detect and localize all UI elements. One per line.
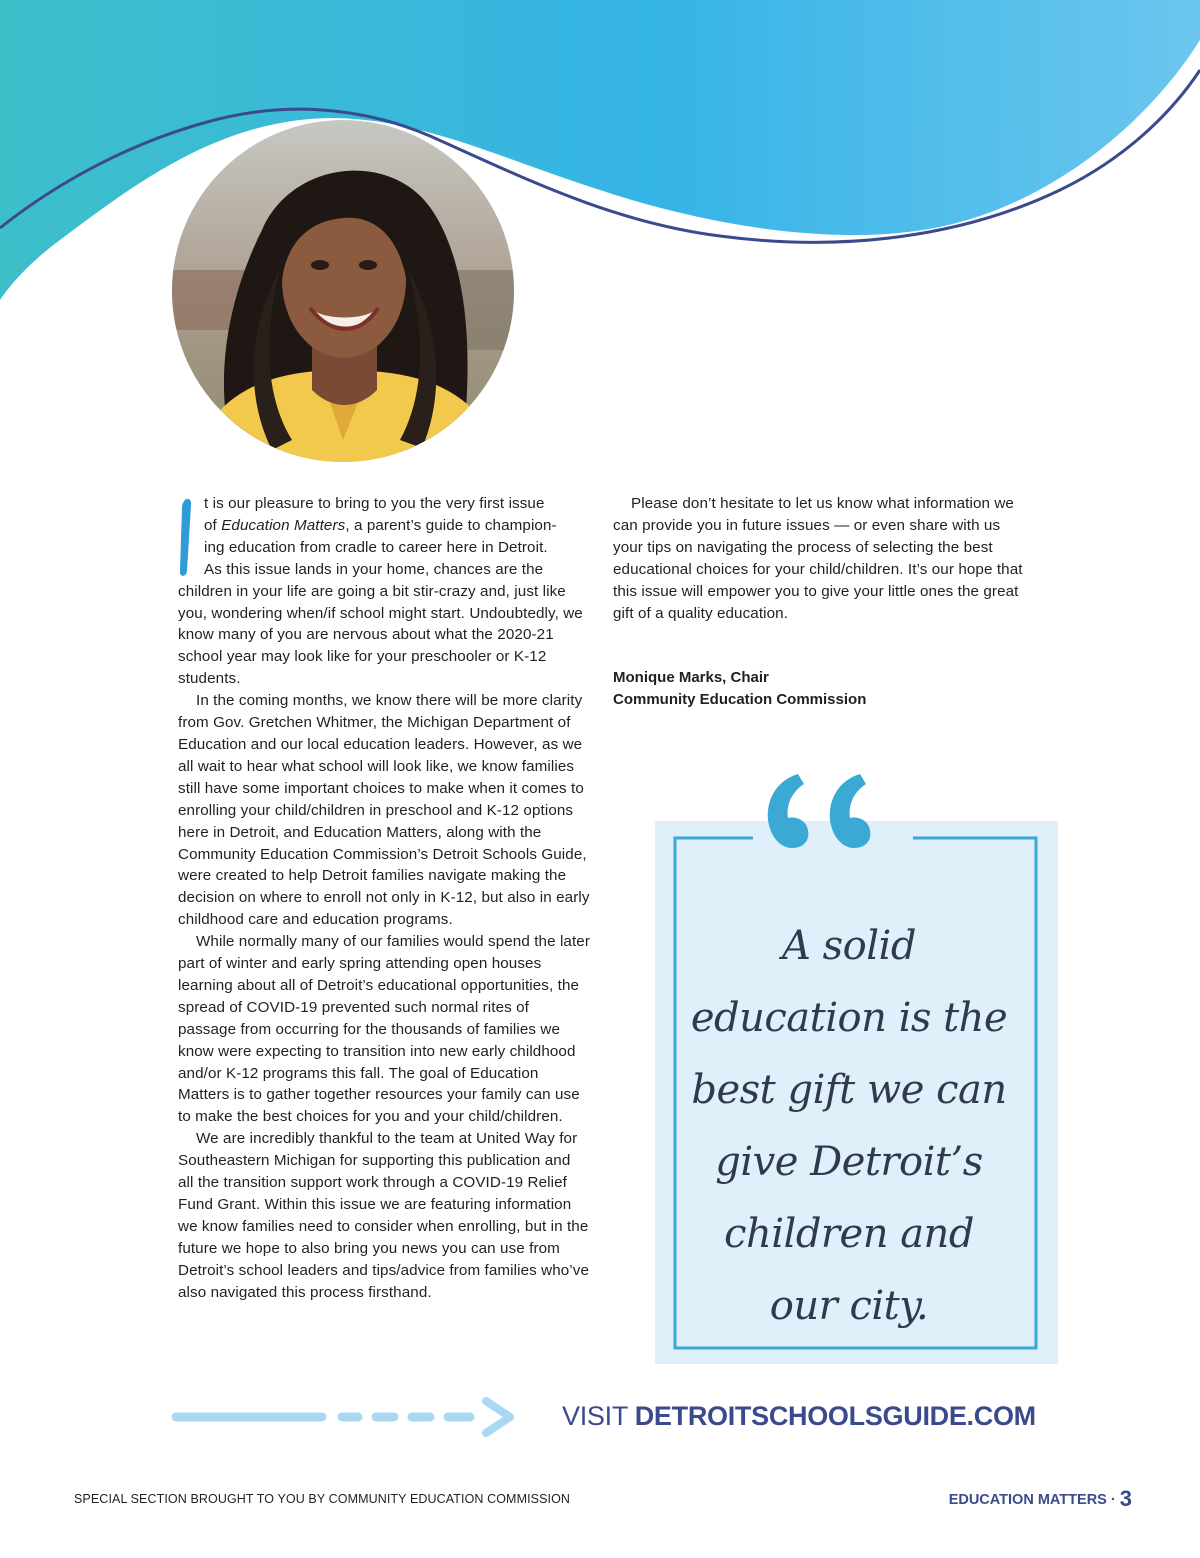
pull-quote-text xyxy=(690,910,1008,1342)
letter-paragraph-5: Please don’t hesitate to let us know what information we can provide you in future issues — or even share with us your tips on navigating the process of selecting the best educational choices for your child/children. It’s our hope that this issue will empower you to give your little ones the great gift of a quality education. xyxy=(613,495,1023,622)
letter-paragraph-2: In the coming months, we know there will be more clarity from Gov. Gretchen Whitmer, the Michigan Department of Education and our local education leaders. However, as we all wait to hear what school will look like, we know families still have some important choices to make when it comes to enrolling your child/children in preschool and K-12 options here in Detroit, and Education Matters, along with the Community Education Commission’s Detroit Schools Guide, were created to help Detroit families navigate making the decision on where to enroll not only in K-12, but also in early childhood care and education programs. xyxy=(178,692,590,929)
signature-organization: Community Education Commission xyxy=(613,691,867,708)
pull-quote-line: A solid xyxy=(782,923,916,969)
publication-title-italic: Education Matters xyxy=(221,516,346,534)
folio-separator: · xyxy=(1110,1492,1116,1508)
quote-marks-icon xyxy=(760,770,880,860)
portrait-photo xyxy=(172,120,514,462)
visit-website-link[interactable] xyxy=(562,1399,1036,1433)
page-number: 3 xyxy=(1119,1486,1132,1511)
signature-block xyxy=(613,667,1013,711)
footer-credit: SPECIAL SECTION BROUGHT TO YOU BY COMMUNITY EDUCATION COMMISSION xyxy=(74,1492,571,1506)
pull-quote-line: our city. xyxy=(769,1283,929,1329)
website-url[interactable]: DETROITSCHOOLSGUIDE.COM xyxy=(634,1401,1036,1431)
letter-paragraph-1-opening: t is our pleasure to bring to you the very first issue of Education Matters, a parent’s guide to champion- ing education from cradle to career here in Detroit. As this issue lands in your home, chances are the xyxy=(204,495,557,578)
publication-name: EDUCATION MATTERS xyxy=(948,1492,1107,1508)
visit-prefix: VISIT xyxy=(562,1401,628,1431)
dashed-arrow-icon xyxy=(170,1395,530,1439)
pull-quote-line: best gift we can xyxy=(691,1067,1007,1113)
letter-left-column xyxy=(178,493,590,1304)
letter-paragraph-3: While normally many of our families would spend the later part of winter and early spring attending open houses learning about all of Detroit’s educational opportunities, the spread of COVID-19 prevented such normal rites of passage from occurring for the thousands of families we know were expecting to transition into new early childhood and/or K-12 programs this fall. The goal of Education Matters is to gather together resources your family can use to make the best choices for you and your child/children. xyxy=(178,933,590,1126)
pull-quote-line: give Detroit’s xyxy=(715,1139,983,1185)
letter-paragraph-4: We are incredibly thankful to the team at United Way for Southeastern Michigan for supporting this publication and all the transition support work through a COVID-19 Relief Fund Grant. Within this issue we are featuring information we know families need to consider when enrolling, but in the future we hope to also bring you news you can use from Detroit’s school leaders and tips/advice from families who’ve also navigated this process firsthand. xyxy=(178,1130,590,1301)
letter-right-column xyxy=(613,493,1025,624)
footer-folio xyxy=(949,1487,1132,1512)
letter-paragraph-1-rest: children in your life are going a bit stir-crazy and, just like you, wondering when/if school might start. Undoubtedly, we know many of you are nervous about what the 2020-21 school year may look like for your preschooler or K-12 students. xyxy=(178,582,583,688)
pull-quote-line: education is the xyxy=(690,995,1008,1041)
pull-quote-line: children and xyxy=(724,1211,974,1257)
dropcap-letter xyxy=(175,495,195,579)
signature-name: Monique Marks, Chair xyxy=(613,669,769,686)
